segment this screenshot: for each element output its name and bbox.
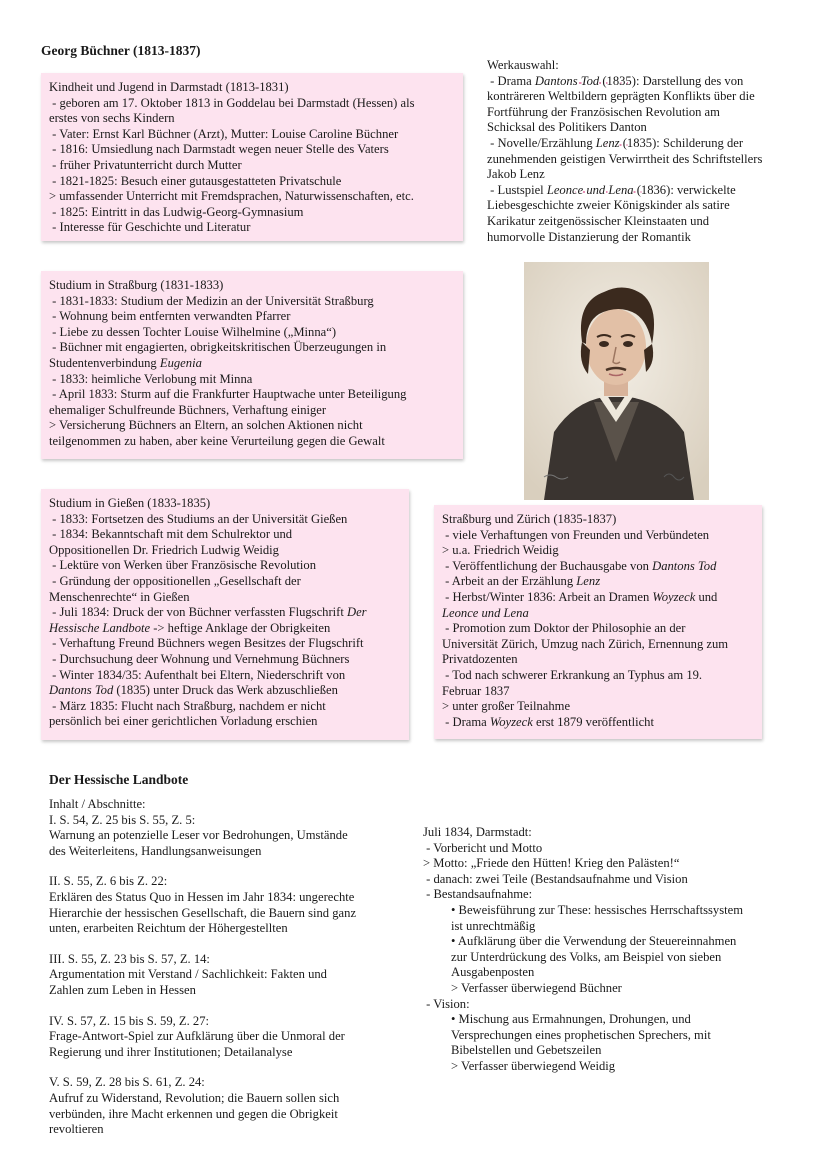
strassburg-line: - Büchner mit engagierten, obrigkeitskritischen Überzeugungen in (49, 340, 387, 355)
werk-text-line: Liebesgeschichte zweier Königskinder als satire (487, 198, 730, 213)
landbote-section (49, 1075, 409, 1137)
strassburg-line: - 1833: heimliche Verlobung mit Minna (49, 371, 253, 386)
kindheit-line: erstes von sechs Kindern (49, 111, 175, 126)
vision-list (423, 1012, 793, 1074)
giessen-box (41, 489, 409, 740)
werk-novelle-line: - Novelle/Erzählung Lenz (1835): Schilderung der (487, 135, 744, 150)
werk-text-line: Schicksal des Politikers Danton (487, 120, 647, 135)
landbote-right (423, 825, 793, 1075)
werkauswahl-section (487, 58, 807, 245)
werk-drama-line: - Drama Dantons Tod (1835): Darstellung des von (487, 73, 744, 88)
giessen-line: Oppositionellen Dr. Friedrich Ludwig Weidig (49, 542, 279, 557)
zuerich-line: Universität Zürich, Umzug nach Zürich, Ernennung zum (442, 636, 729, 651)
zuerich-line: - Promotion zum Doktor der Philosophie an der (442, 621, 686, 636)
giessen-line: - Verhaftung Freund Büchners wegen Besitzes der Flugschrift (49, 636, 364, 651)
landbote-line: - danach: zwei Teile (Bestandsaufnahme und Vision (423, 871, 688, 886)
portrait-engraving-icon (524, 262, 709, 500)
vision-label: - Vision: (423, 996, 470, 1011)
bullet-item: • Mischung aus Ermahnungen, Drohungen, und (451, 1012, 691, 1027)
section-ref: III. S. 55, Z. 23 bis S. 57, Z. 14: (49, 951, 210, 966)
author-note: > Verfasser überwiegend Weidig (451, 1058, 616, 1073)
kindheit-line: > umfassender Unterricht mit Fremdsprachen, Naturwissenschaften, etc. (49, 189, 414, 204)
giessen-line: persönlich bei einer gerichtlichen Vorladung erschien (49, 714, 318, 729)
work-title: Dantons Tod (534, 73, 600, 88)
bullet-item: zur Unterdrückung des Volks, am Beispiel von sieben (451, 949, 722, 964)
landbote-heading: Der Hessische Landbote (49, 772, 189, 787)
zuerich-line: Leonce und Lena (442, 605, 529, 620)
zuerich-line: - Arbeit an der Erzählung Lenz (442, 574, 601, 589)
section-text: Frage-Antwort-Spiel zur Aufklärung über die Unmoral der (49, 1029, 345, 1044)
section-text: Erklären des Status Quo in Hessen im Jahr 1834: ungerechte (49, 889, 355, 904)
zuerich-line: Februar 1837 (442, 683, 510, 698)
giessen-line: - Gründung der oppositionellen „Gesellschaft der (49, 573, 301, 588)
landbote-left (49, 797, 409, 1138)
giessen-line: - 1834: Bekanntschaft mit dem Schulrektor und (49, 527, 293, 542)
giessen-line: - Durchsuchung deer Wohnung und Vernehmung Büchners (49, 651, 350, 666)
bullet-item: Bibelstellen und Gebetszeilen (451, 1043, 602, 1058)
giessen-line: Menschenrechte“ in Gießen (49, 589, 190, 604)
work-title: Lenz (595, 135, 620, 150)
kindheit-line: - Interesse für Geschichte und Literatur (49, 220, 251, 235)
werk-lustspiel-line: - Lustspiel Leonce und Lena (1836): verwickelte (487, 182, 736, 197)
zuerich-box (434, 505, 762, 739)
strassburg-line: teilgenommen zu haben, aber keine Verurteilung gegen die Gewalt (49, 433, 385, 448)
section-text: Regierung und ihrer Institutionen; Detailanalyse (49, 1044, 293, 1059)
section-ref: IV. S. 57, Z. 15 bis S. 59, Z. 27: (49, 1013, 210, 1028)
werk-text-line: konträreren Weltbildern geprägten Konflikts über die (487, 89, 755, 104)
strassburg-line: ehemaliger Schulfreunde Büchners, Verhaftung einiger (49, 402, 327, 417)
bullet-item: • Beweisführung zur These: hessisches Herrschaftssystem (451, 902, 744, 917)
giessen-line: - Juli 1834: Druck der von Büchner verfassten Flugschrift Der (49, 605, 367, 620)
zuerich-line: - Herbst/Winter 1836: Arbeit an Dramen Woyzeck und (442, 589, 718, 604)
landbote-section (49, 874, 409, 936)
giessen-line: - 1833: Fortsetzen des Studiums an der Universität Gießen (49, 511, 348, 526)
werk-text-line: Fortführung der Französischen Revolution am (487, 104, 720, 119)
strassburg-line: - Wohnung beim entfernten verwandten Pfarrer (49, 309, 291, 324)
section-text: revoltieren (49, 1122, 104, 1137)
landbote-line: - Vorbericht und Motto (423, 840, 543, 855)
kindheit-line: - 1821-1825: Besuch einer gutausgestatteten Privatschule (49, 173, 342, 188)
section-text: verbünden, ihre Macht erkennen und gegen die Obrigkeit (49, 1106, 338, 1121)
section-text: Warnung an potenzielle Leser vor Bedrohungen, Umstände (49, 828, 348, 843)
werk-text-line: zunehmenden geistigen Verwirrtheit des Schriftstellers (487, 151, 763, 166)
strassburg-line: - April 1833: Sturm auf die Frankfurter Hauptwache unter Beteiligung (49, 387, 407, 402)
kindheit-box (41, 73, 463, 241)
giessen-heading: Studium in Gießen (1833-1835) (49, 496, 211, 510)
page-title: Georg Büchner (1813-1837) (41, 43, 201, 58)
kindheit-line: - 1816: Umsiedlung nach Darmstadt wegen neuer Stelle des Vaters (49, 142, 389, 157)
zuerich-line: Privatdozenten (442, 652, 518, 667)
section-text: Argumentation mit Verstand / Sachlichkeit: Fakten und (49, 967, 327, 982)
landbote-line: - Bestandsaufnahme: (423, 887, 533, 902)
bullet-item: Ausgabenposten (451, 965, 535, 980)
zuerich-heading: Straßburg und Zürich (1835-1837) (442, 512, 617, 526)
zuerich-line: > unter großer Teilnahme (442, 699, 571, 714)
bullet-item: ist unrechtmäßig (451, 918, 536, 933)
bullet-item: • Aufklärung über die Verwendung der Steuereinnahmen (451, 934, 737, 949)
landbote-section (49, 952, 409, 999)
strassburg-line: Studentenverbindung Eugenia (49, 355, 202, 370)
kindheit-line: - 1825: Eintritt in das Ludwig-Georg-Gymnasium (49, 204, 304, 219)
zuerich-line: - Drama Woyzeck erst 1879 veröffentlicht (442, 714, 654, 729)
kindheit-heading: Kindheit und Jugend in Darmstadt (1813-1831) (49, 80, 289, 94)
landbote-date: Juli 1834, Darmstadt: (423, 825, 532, 839)
section-ref: V. S. 59, Z. 28 bis S. 61, Z. 24: (49, 1075, 205, 1090)
werkauswahl-heading: Werkauswahl: (487, 58, 559, 72)
strassburg-heading: Studium in Straßburg (1831-1833) (49, 278, 224, 292)
giessen-line: - Lektüre von Werken über Französische Revolution (49, 558, 317, 573)
bullet-item: Versprechungen eines prophetischen Sprechers, mit (451, 1027, 711, 1042)
landbote-line: > Motto: „Friede den Hütten! Krieg den Palästen!“ (423, 856, 680, 871)
zuerich-line: - Tod nach schwerer Erkrankung an Typhus am 19. (442, 667, 703, 682)
bestand-list (423, 903, 793, 997)
section-text: Zahlen zum Leben in Hessen (49, 982, 196, 997)
inhalt-heading: Inhalt / Abschnitte: (49, 797, 146, 811)
giessen-line: Dantons Tod (1835) unter Druck das Werk abzuschließen (49, 683, 338, 698)
strassburg-line: > Versicherung Büchners an Eltern, an solchen Aktionen nicht (49, 418, 363, 433)
zuerich-line: - Veröffentlichung der Buchausgabe von Dantons Tod (442, 558, 717, 573)
portrait-image (524, 262, 709, 500)
werk-text-line: Karikatur zeitgenössischer Kleinstaaten und (487, 213, 710, 228)
section-text: Aufruf zu Widerstand, Revolution; die Bauern sollen sich (49, 1090, 340, 1105)
zuerich-line: - viele Verhaftungen von Freunden und Verbündeten (442, 527, 710, 542)
strassburg-line: - Liebe zu dessen Tochter Louise Wilhelmine („Minna“) (49, 324, 337, 339)
zuerich-line: > u.a. Friedrich Weidig (442, 543, 559, 558)
strassburg-line: - 1831-1833: Studium der Medizin an der Universität Straßburg (49, 293, 374, 308)
section-text: Hierarchie der hessischen Gesellschaft, die Bauern sind ganz (49, 905, 357, 920)
giessen-line: - März 1835: Flucht nach Straßburg, nachdem er nicht (49, 698, 326, 713)
section-ref: II. S. 55, Z. 6 bis Z. 22: (49, 874, 168, 889)
section-ref: I. S. 54, Z. 25 bis S. 55, Z. 5: (49, 812, 196, 827)
section-text: des Weiterleitens, Handlungsanweisungen (49, 843, 262, 858)
kindheit-line: - geboren am 17. Oktober 1813 in Goddelau bei Darmstadt (Hessen) als (49, 95, 415, 110)
landbote-section (49, 1014, 409, 1061)
strassburg-box (41, 271, 463, 459)
author-note: > Verfasser überwiegend Büchner (451, 980, 622, 995)
kindheit-line: - früher Privatunterricht durch Mutter (49, 157, 242, 172)
landbote-section (49, 813, 409, 860)
work-title: Leonce und Lena (546, 182, 634, 197)
section-text: unten, erarbeiten Reichtum der Höhergestellten (49, 921, 288, 936)
giessen-line: Hessische Landbote -> heftige Anklage der Obrigkeiten (49, 620, 331, 635)
werk-text-line: Jakob Lenz (487, 167, 545, 182)
kindheit-line: - Vater: Ernst Karl Büchner (Arzt), Mutter: Louise Caroline Büchner (49, 126, 399, 141)
werk-text-line: humorvolle Distanzierung der Romantik (487, 229, 691, 244)
giessen-line: - Winter 1834/35: Aufenthalt bei Eltern, Niederschrift von (49, 667, 346, 682)
